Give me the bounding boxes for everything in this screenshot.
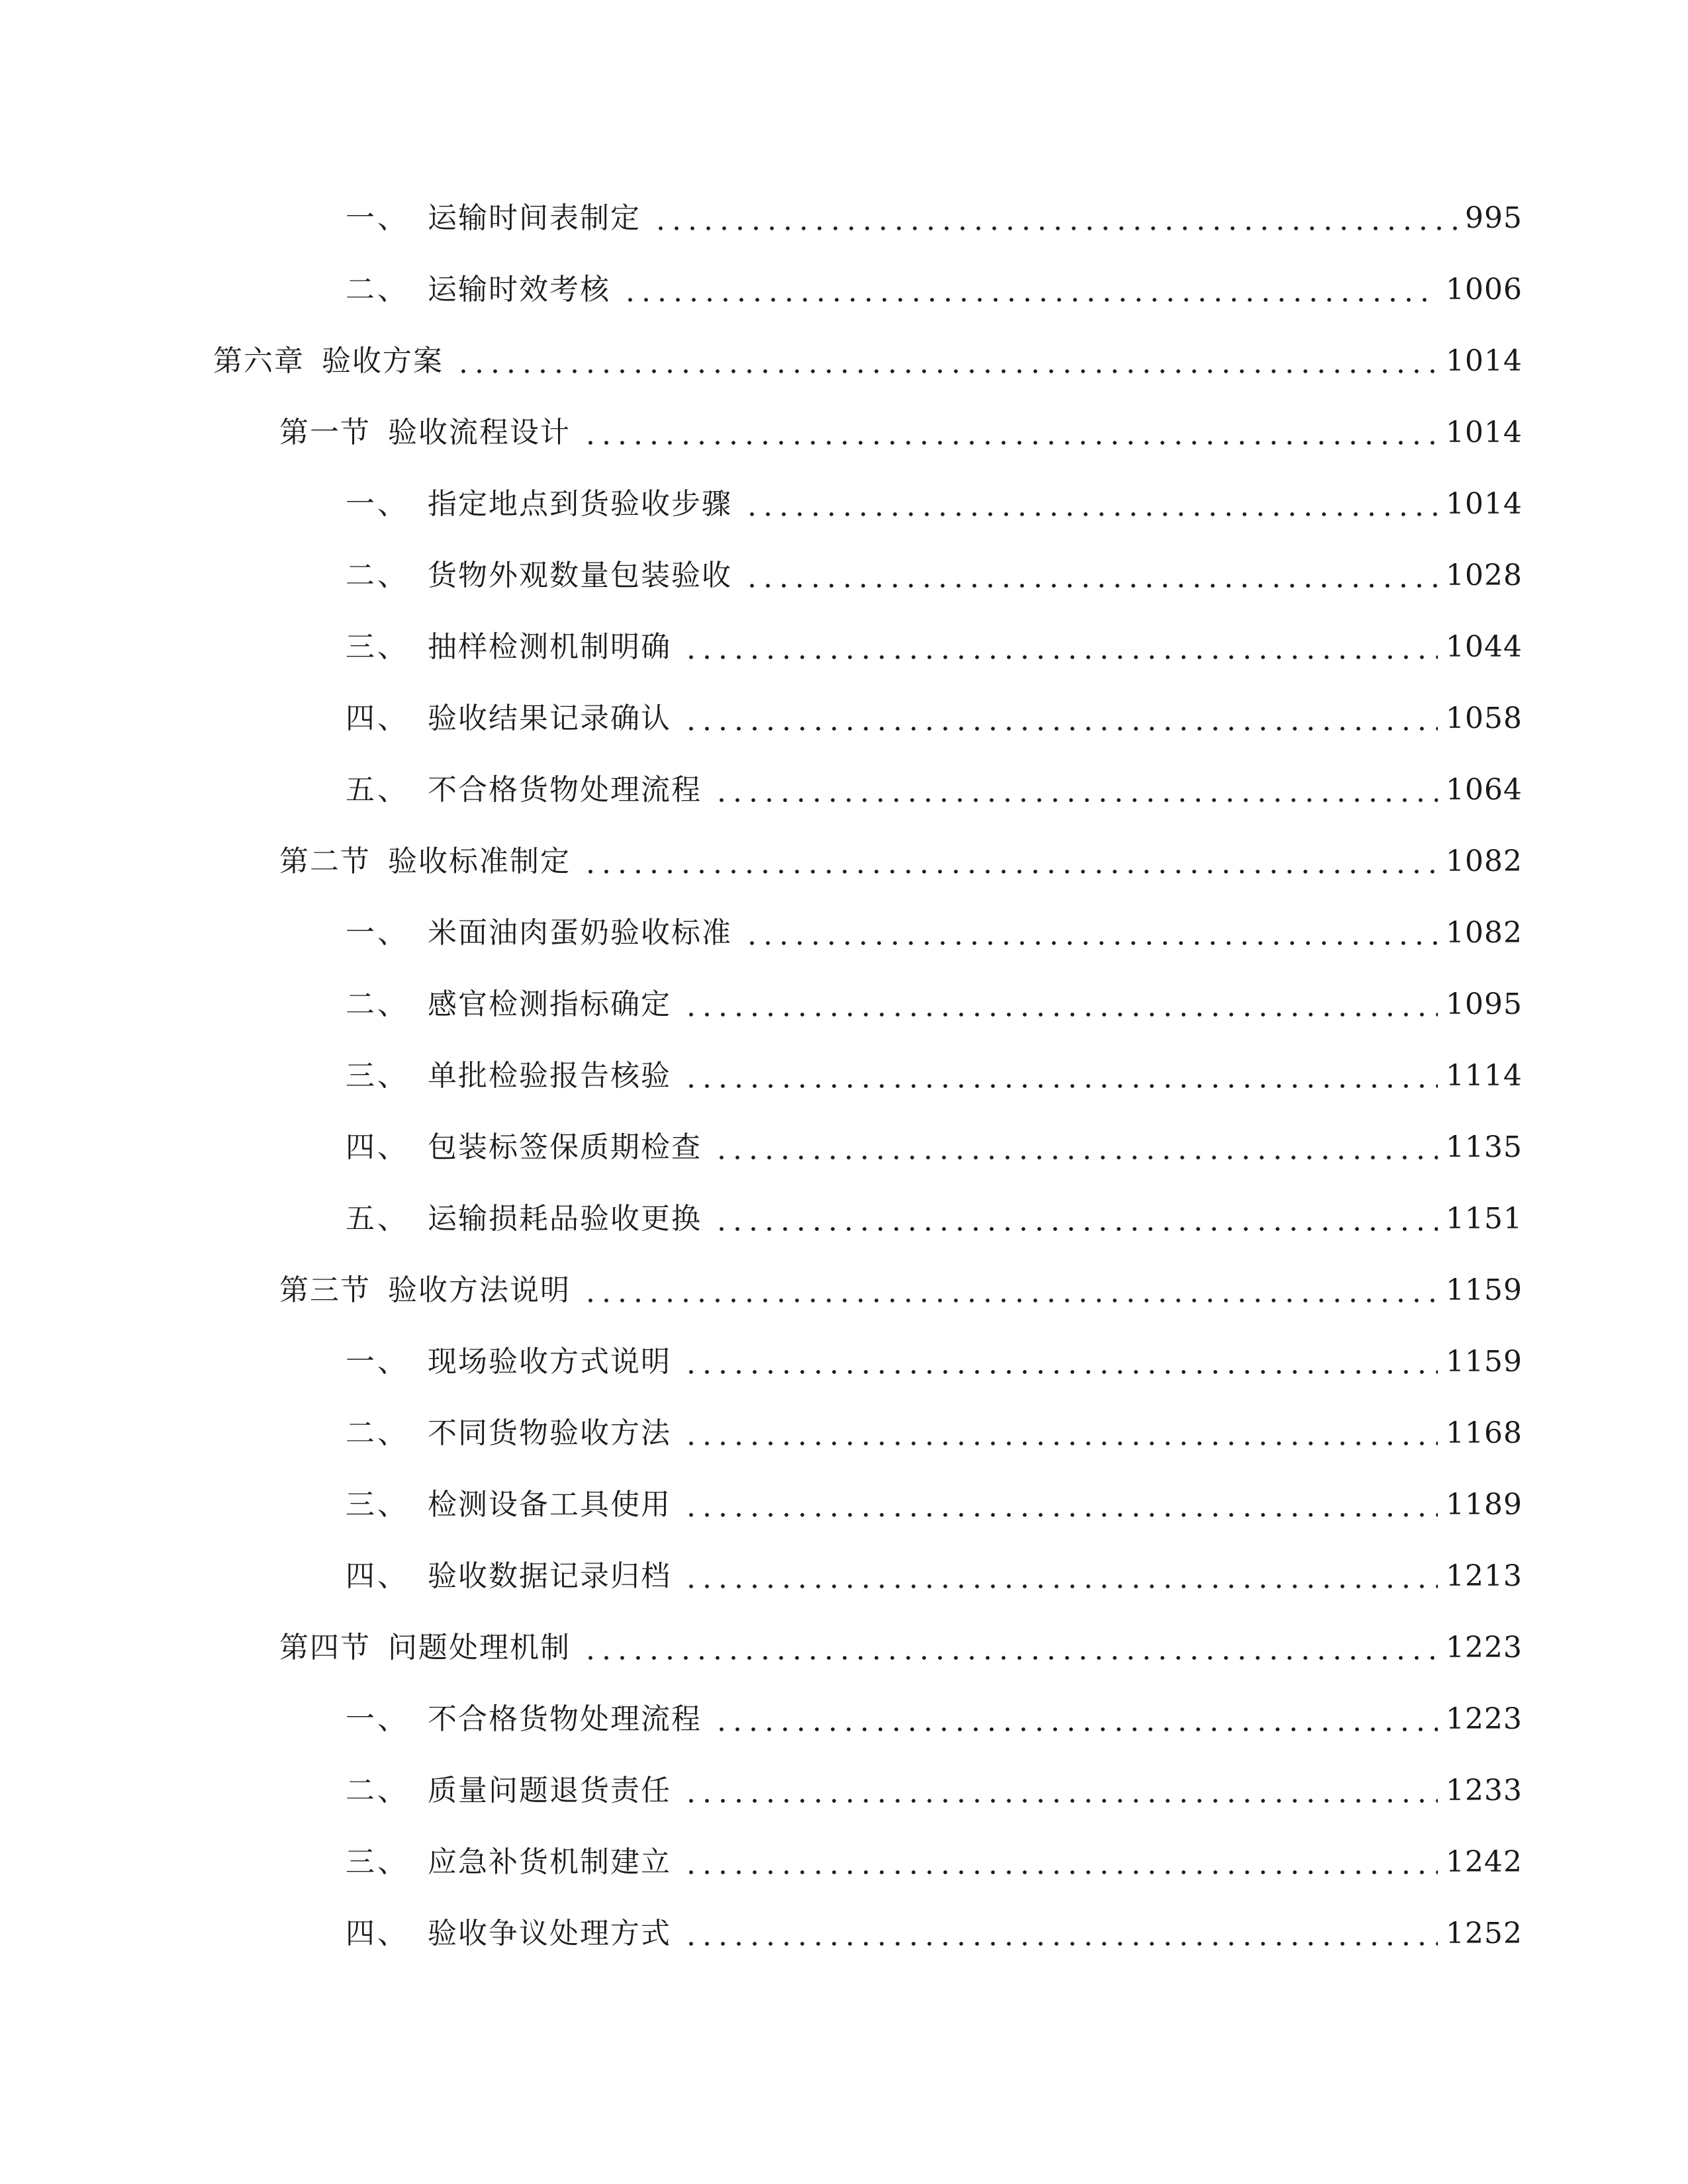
toc-entry-title: 不合格货物处理流程 xyxy=(428,1702,702,1736)
toc-entry-page: 1242 xyxy=(1446,1845,1523,1879)
toc-entry-page: 1082 xyxy=(1446,844,1523,878)
toc-entry[interactable] xyxy=(346,1836,1523,1889)
toc-entry-number: 三、 xyxy=(346,630,409,664)
toc-entry[interactable] xyxy=(346,1764,1523,1817)
toc-entry-number: 一、 xyxy=(346,1702,409,1736)
toc-entry-number: 五、 xyxy=(346,773,409,807)
toc-entry-section[interactable] xyxy=(279,1264,1523,1317)
toc-entry-number: 第六章 xyxy=(213,344,305,378)
toc-entry[interactable] xyxy=(346,263,1523,316)
toc-entry-title: 问题处理机制 xyxy=(388,1631,571,1664)
dot-leader xyxy=(580,1621,1438,1674)
toc-entry[interactable] xyxy=(346,621,1523,674)
toc-entry[interactable] xyxy=(346,907,1523,960)
dot-leader xyxy=(680,1907,1438,1960)
toc-entry-section[interactable] xyxy=(279,835,1523,888)
toc-entry-page: 1168 xyxy=(1446,1416,1523,1450)
toc-entry-page: 995 xyxy=(1465,201,1523,235)
toc-entry-title: 验收争议处理方式 xyxy=(428,1917,671,1950)
toc-entry[interactable] xyxy=(346,1693,1523,1746)
toc-entry-title: 检测设备工具使用 xyxy=(428,1488,671,1522)
toc-entry-page: 1252 xyxy=(1446,1917,1523,1950)
toc-entry-number: 二、 xyxy=(346,559,409,592)
toc-entry[interactable] xyxy=(346,549,1523,602)
toc-entry-chapter[interactable] xyxy=(213,335,1523,388)
toc-entry-title: 米面油肉蛋奶验收标准 xyxy=(428,916,732,950)
toc-entry-title: 验收结果记录确认 xyxy=(428,702,671,735)
toc-entry-page: 1014 xyxy=(1446,344,1523,378)
toc-entry-number: 四、 xyxy=(346,1130,409,1164)
toc-entry-number: 二、 xyxy=(346,273,409,306)
toc-entry-section[interactable] xyxy=(279,406,1523,459)
toc-entry-page: 1223 xyxy=(1446,1631,1523,1664)
toc-entry-page: 1223 xyxy=(1446,1702,1523,1736)
dot-leader xyxy=(620,263,1438,316)
dot-leader xyxy=(650,192,1457,245)
toc-entry[interactable] xyxy=(346,1193,1523,1246)
toc-entry-number: 四、 xyxy=(346,1559,409,1593)
dot-leader xyxy=(711,1121,1438,1174)
toc-entry-number: 一、 xyxy=(346,201,409,235)
toc-entry-number: 三、 xyxy=(346,1845,409,1879)
toc-entry[interactable] xyxy=(346,478,1523,531)
toc-entry-page: 1044 xyxy=(1446,630,1523,664)
dot-leader xyxy=(680,1550,1438,1603)
dot-leader xyxy=(680,621,1438,674)
dot-leader xyxy=(711,1693,1438,1746)
dot-leader xyxy=(741,907,1438,960)
toc-entry-title: 感官检测指标确定 xyxy=(428,987,671,1021)
toc-entry-title: 运输时效考核 xyxy=(428,273,610,306)
toc-entry-page: 1058 xyxy=(1446,702,1523,735)
toc-entry-number: 一、 xyxy=(346,487,409,521)
toc-entry-title: 运输损耗品验收更换 xyxy=(428,1202,702,1236)
toc-entry-title: 运输时间表制定 xyxy=(428,201,641,235)
toc-entry-title: 质量问题退货责任 xyxy=(428,1774,671,1807)
dot-leader xyxy=(680,1336,1438,1388)
dot-leader xyxy=(580,406,1438,459)
toc-entry-number: 二、 xyxy=(346,1774,409,1807)
dot-leader xyxy=(741,478,1438,531)
dot-leader xyxy=(741,549,1438,602)
toc-entry[interactable] xyxy=(346,692,1523,745)
dot-leader xyxy=(680,1050,1438,1103)
dot-leader xyxy=(580,1264,1438,1317)
toc-entry-number: 四、 xyxy=(346,702,409,735)
toc-entry-number: 第二节 xyxy=(279,844,371,878)
toc-entry[interactable] xyxy=(346,192,1523,245)
dot-leader xyxy=(711,1193,1438,1246)
toc-entry[interactable] xyxy=(346,1050,1523,1103)
dot-leader xyxy=(453,335,1438,388)
toc-entry[interactable] xyxy=(346,1336,1523,1388)
toc-entry-title: 货物外观数量包装验收 xyxy=(428,559,732,592)
dot-leader xyxy=(680,1479,1438,1531)
toc-entry[interactable] xyxy=(346,1907,1523,1960)
toc-entry-number: 二、 xyxy=(346,1416,409,1450)
toc-entry-title: 验收流程设计 xyxy=(388,416,571,449)
toc-entry-page: 1159 xyxy=(1446,1345,1523,1379)
toc-entry-page: 1233 xyxy=(1446,1774,1523,1807)
toc-entry-title: 验收方案 xyxy=(322,344,444,378)
toc-entry-title: 现场验收方式说明 xyxy=(428,1345,671,1379)
toc-entry-page: 1189 xyxy=(1446,1488,1523,1522)
toc-entry-page: 1151 xyxy=(1446,1202,1523,1236)
dot-leader xyxy=(680,1407,1438,1460)
toc-entry-title: 验收方法说明 xyxy=(388,1273,571,1307)
dot-leader xyxy=(680,978,1438,1031)
toc-entry-title: 抽样检测机制明确 xyxy=(428,630,671,664)
dot-leader xyxy=(680,1764,1438,1817)
toc-entry-page: 1006 xyxy=(1446,273,1523,306)
toc-entry-number: 一、 xyxy=(346,916,409,950)
toc-entry-page: 1014 xyxy=(1446,487,1523,521)
toc-entry[interactable] xyxy=(346,1550,1523,1603)
toc-entry-page: 1095 xyxy=(1446,987,1523,1021)
toc-entry-page: 1135 xyxy=(1446,1130,1523,1164)
toc-entry-number: 四、 xyxy=(346,1917,409,1950)
toc-entry-title: 指定地点到货验收步骤 xyxy=(428,487,732,521)
toc-entry-title: 单批检验报告核验 xyxy=(428,1059,671,1093)
toc-entry-page: 1159 xyxy=(1446,1273,1523,1307)
dot-leader xyxy=(680,1836,1438,1889)
toc-entry-number: 第四节 xyxy=(279,1631,371,1664)
toc-entry-title: 应急补货机制建立 xyxy=(428,1845,671,1879)
dot-leader xyxy=(680,692,1438,745)
toc-entry-number: 第三节 xyxy=(279,1273,371,1307)
toc-entry-title: 包装标签保质期检查 xyxy=(428,1130,702,1164)
toc-entry-title: 验收标准制定 xyxy=(388,844,571,878)
toc-entry-page: 1014 xyxy=(1446,416,1523,449)
toc-entry-page: 1028 xyxy=(1446,559,1523,592)
toc-entry[interactable] xyxy=(346,764,1523,817)
toc-entry-number: 五、 xyxy=(346,1202,409,1236)
dot-leader xyxy=(711,764,1438,817)
toc-entry-page: 1213 xyxy=(1446,1559,1523,1593)
toc-entry-page: 1064 xyxy=(1446,773,1523,807)
toc-entry-title: 不合格货物处理流程 xyxy=(428,773,702,807)
dot-leader xyxy=(580,835,1438,888)
toc-entry[interactable] xyxy=(346,1407,1523,1460)
toc-entry-number: 三、 xyxy=(346,1488,409,1522)
toc-entry[interactable] xyxy=(346,1479,1523,1531)
toc-entry-page: 1114 xyxy=(1446,1059,1523,1093)
toc-entry-number: 第一节 xyxy=(279,416,371,449)
toc-entry-number: 一、 xyxy=(346,1345,409,1379)
toc-entry-title: 验收数据记录归档 xyxy=(428,1559,671,1593)
toc-entry[interactable] xyxy=(346,978,1523,1031)
toc-entry[interactable] xyxy=(346,1121,1523,1174)
toc-entry-page: 1082 xyxy=(1446,916,1523,950)
toc-entry-number: 三、 xyxy=(346,1059,409,1093)
toc-entry-title: 不同货物验收方法 xyxy=(428,1416,671,1450)
toc-entry-section[interactable] xyxy=(279,1621,1523,1674)
toc-entry-number: 二、 xyxy=(346,987,409,1021)
